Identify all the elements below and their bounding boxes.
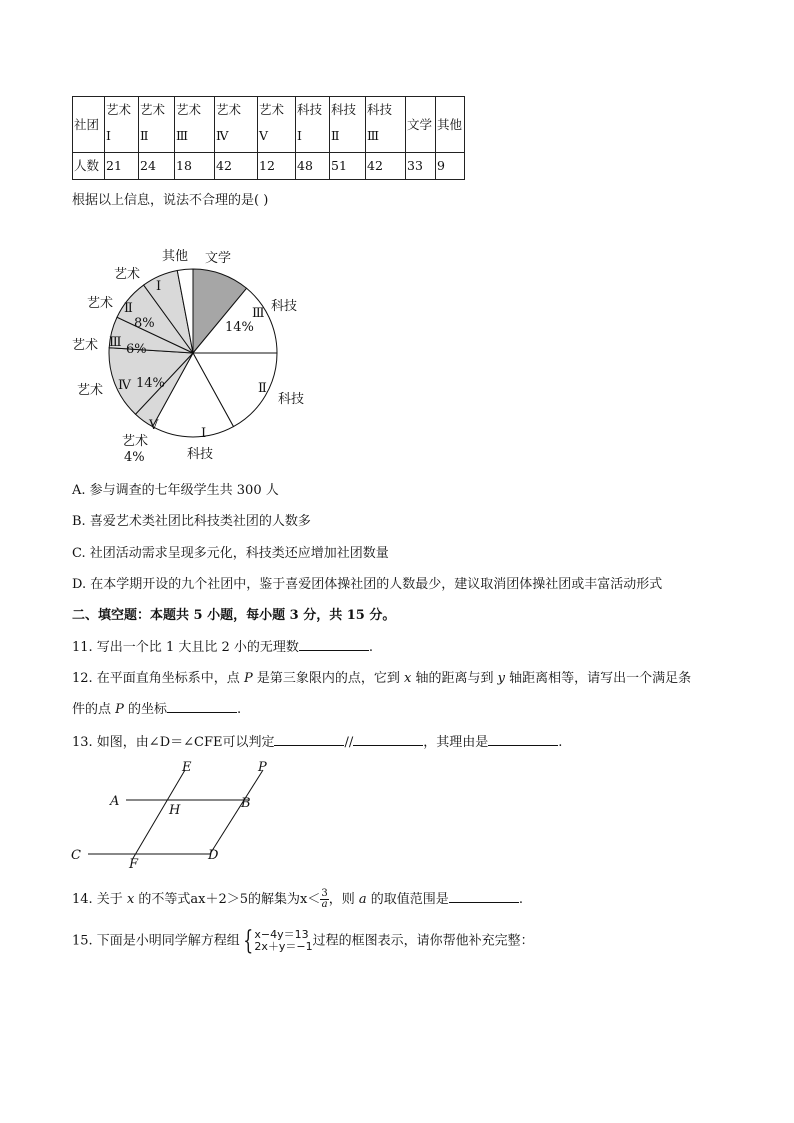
pie-chart (60, 240, 320, 470)
table-header-cell: 其他 (436, 97, 465, 153)
q12-text-2: 是第三象限内的点，它到 (252, 671, 404, 686)
table-header-cell: 艺术 Ⅲ (175, 97, 215, 153)
q12-text-4: 轴距离相等，请写出一个满足条 (504, 671, 692, 686)
point-b-label: B (241, 796, 251, 811)
point-c-label: C (71, 848, 81, 863)
q12-text-1: 12. 在平面直角坐标系中，点 (72, 671, 244, 686)
point-a-label: A (110, 794, 120, 809)
q12-text-5: 件的点 (72, 702, 116, 717)
table-cell: 24 (139, 153, 175, 180)
q12-var-p2: P (115, 702, 124, 717)
table-header-cell: 科技 Ⅱ (330, 97, 366, 153)
q14-end: . (518, 892, 523, 907)
pie-label-keji1-num: Ⅰ (201, 426, 207, 441)
pie-label-yishu4-name: 艺术 (77, 383, 104, 398)
q11-end: . (368, 640, 374, 655)
pie-label-yishu2-name: 艺术 (87, 296, 114, 311)
q12-text-3: 轴的距离与到 (411, 671, 498, 686)
table-cell: 18 (175, 153, 215, 180)
q14-text-2: 的不等式ax＋2＞5的解集为x＜ (134, 892, 321, 907)
pie-label-yishu1-name: 艺术 (114, 267, 141, 282)
q14-var-a: a (358, 892, 367, 907)
q15-equation-system (240, 928, 313, 954)
table-cell: 21 (105, 153, 139, 180)
q14-text-4: 的取值范围是 (366, 892, 449, 907)
table-header-cell: 文学 (406, 97, 436, 153)
q14-text-1: 14. 关于 (72, 892, 127, 907)
pie-label-keji1-name: 科技 (187, 447, 214, 462)
q13-text-1: 13. 如图，由∠D＝∠CFE可以判定 (72, 735, 275, 750)
q13-text-2: ，其理由是 (423, 735, 489, 750)
figure-13 (60, 758, 290, 870)
question-14 (72, 888, 523, 910)
q13-end: . (558, 735, 563, 750)
q15-text-2: 过程的框图表示，请你帮他补充完整： (312, 933, 534, 949)
question-11 (72, 636, 373, 655)
table-cell: 12 (258, 153, 296, 180)
question-stem: 根据以上信息，说法不合理的是( ) (72, 193, 269, 208)
table-header-cell: 艺术 Ⅰ (105, 97, 139, 153)
q12-var-x: x (403, 671, 412, 686)
q15-brace: { (243, 926, 254, 956)
table-header-cell: 艺术 Ⅳ (215, 97, 258, 153)
table-cell: 42 (215, 153, 258, 180)
q12-var-y: y (497, 671, 505, 686)
question-12-line2 (72, 698, 241, 717)
point-e-label: E (182, 760, 192, 775)
pie-label-yishu2-num: Ⅱ (124, 301, 133, 316)
section-desc: 本题共 5 小题，每小题 3 分，共 15 分。 (150, 608, 396, 623)
pie-label-keji3-name: 科技 (271, 299, 298, 314)
q13-blank-3[interactable] (488, 732, 558, 746)
q14-frac-num: 3 (321, 888, 328, 899)
point-f-label: F (129, 857, 139, 870)
pie-label-yishu4-pct: 14% (136, 376, 165, 391)
section-heading (72, 604, 395, 623)
q12-answer-blank[interactable] (167, 699, 237, 713)
point-h-label: H (169, 803, 181, 818)
q15-eq2: 2x＋y＝−1 (254, 940, 313, 953)
pie-label-yishu3-num: Ⅲ (109, 335, 122, 350)
question-13 (72, 731, 562, 750)
pie-label-yishu3-pct: 6% (126, 342, 147, 357)
q15-text-1: 15. 下面是小明同学解方程组 (72, 933, 240, 949)
q12-var-p: P (243, 671, 253, 686)
pie-label-keji2-name: 科技 (278, 392, 305, 407)
table-cell: 48 (296, 153, 330, 180)
q13-blank-1[interactable] (274, 732, 344, 746)
q11-text: 11. 写出一个比 1 大且比 2 小的无理数 (72, 640, 299, 655)
q14-var-x: x (126, 892, 135, 907)
q14-text-3: ，则 (328, 892, 359, 907)
pie-label-yishu2-pct: 8% (134, 316, 155, 331)
table-cell: 51 (330, 153, 366, 180)
table-cell: 9 (436, 153, 465, 180)
pie-label-wenxue: 文学 (205, 251, 232, 266)
q11-answer-blank[interactable] (299, 637, 369, 651)
q12-text-6: 的坐标 (123, 702, 168, 717)
table-header-cell: 科技 Ⅲ (366, 97, 406, 153)
q13-parallel: // (344, 735, 354, 750)
pie-label-yishu1-num: Ⅰ (156, 279, 162, 294)
pie-label-keji3-pct: 14% (225, 320, 254, 335)
q14-frac-den: a (321, 899, 328, 910)
point-p-label: P (258, 760, 267, 775)
pie-label-yishu4-num: Ⅳ (118, 378, 131, 393)
table-header-row (73, 97, 465, 153)
question-12-line1 (72, 667, 691, 686)
club-survey-table (72, 96, 465, 180)
q13-blank-2[interactable] (353, 732, 423, 746)
pie-label-keji2-num: Ⅱ (258, 381, 267, 396)
q14-fraction (320, 889, 328, 910)
table-count-row (73, 153, 465, 180)
option-d: D. 在本学期开设的九个社团中，鉴于喜爱团体操社团的人数最少，建议取消团体操社团或丰富活动形式 (72, 577, 663, 592)
line-pd (210, 770, 263, 854)
question-15 (72, 928, 534, 954)
option-a: A. 参与调查的七年级学生共 300 人 (72, 483, 279, 498)
pie-label-yishu3-name: 艺术 (72, 338, 99, 353)
pie-label-qita: 其他 (162, 249, 189, 264)
table-header-cell: 艺术 Ⅴ (258, 97, 296, 153)
pie-label-keji3-num: Ⅲ (252, 306, 265, 321)
q12-end: . (237, 702, 242, 717)
table-header-cell: 科技 Ⅰ (296, 97, 330, 153)
table-cell: 33 (406, 153, 436, 180)
q14-answer-blank[interactable] (449, 889, 519, 903)
table-row-label: 人数 (73, 153, 105, 180)
table-cell: 42 (366, 153, 406, 180)
point-d-label: D (208, 848, 219, 863)
q15-eq1: x−4y＝13 (254, 928, 309, 941)
section-title: 二、填空题： (72, 608, 151, 623)
pie-label-yishu5-name: 艺术 (122, 434, 149, 449)
pie-label-yishu5-pct: 4% (124, 450, 145, 465)
table-header-cell: 艺术 Ⅱ (139, 97, 175, 153)
option-b: B. 喜爱艺术类社团比科技类社团的人数多 (72, 514, 311, 529)
option-c: C. 社团活动需求呈现多元化，科技类还应增加社团数量 (72, 546, 389, 561)
table-header-label: 社团 (73, 97, 105, 153)
pie-label-yishu5-num: Ⅴ (149, 418, 159, 433)
